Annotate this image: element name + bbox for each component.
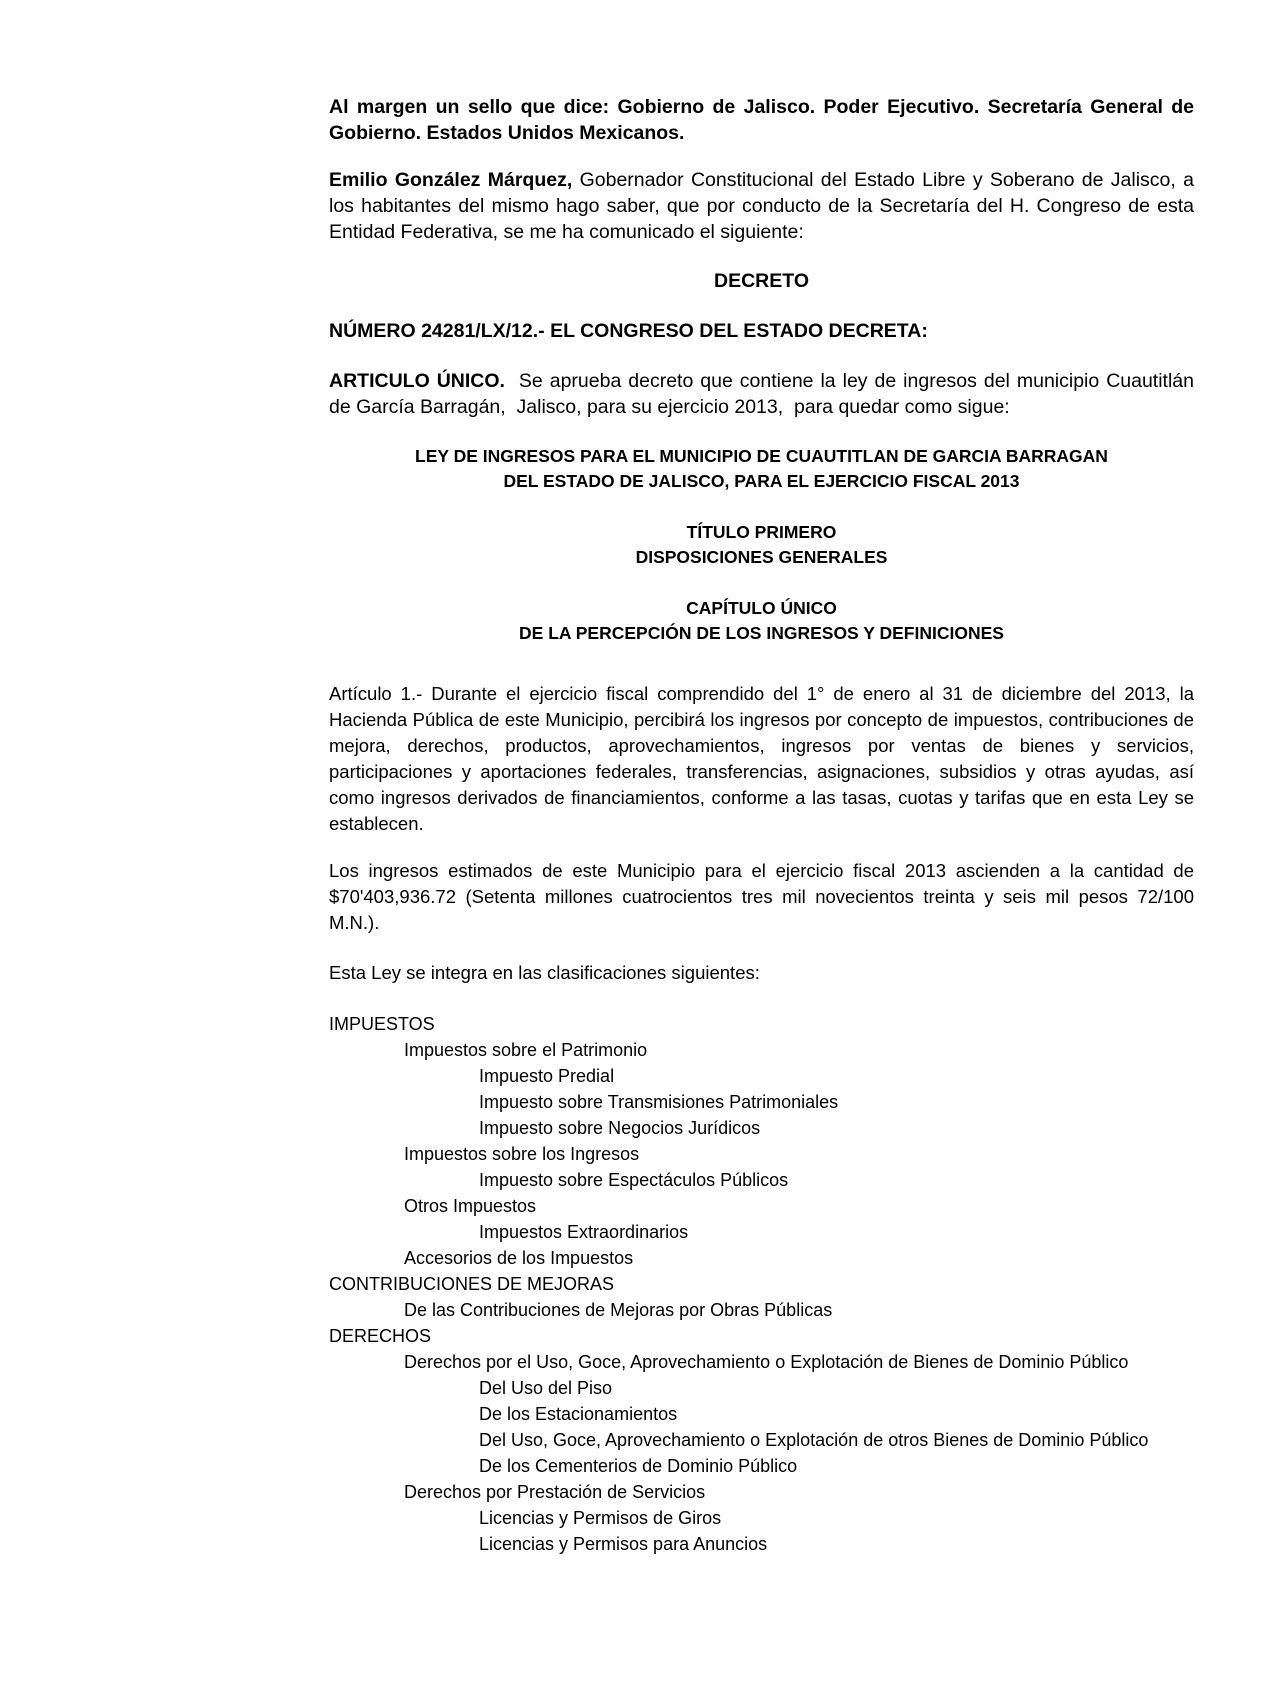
estimate-paragraph: Los ingresos estimados de este Municipio para el ejercicio fiscal 2013 ascienden a la cantidad de $70'403,936.72 (Setenta millones cuatrocientos tres mil novecientos treinta y seis mil pesos 72/100 M.N.). xyxy=(329,860,1194,933)
law-title xyxy=(329,444,1194,494)
classification-item: Impuesto sobre Negocios Jurídicos xyxy=(479,1118,761,1138)
law-title-line2: DEL ESTADO DE JALISCO, PARA EL EJERCICIO FISCAL 2013 xyxy=(503,471,1020,491)
classification-item: Accesorios de los Impuestos xyxy=(404,1248,634,1268)
classification-item: Del Uso del Piso xyxy=(479,1378,613,1398)
classification-item: De los Estacionamientos xyxy=(479,1404,678,1424)
titulo-heading xyxy=(329,520,1194,570)
classification-item: Impuestos Extraordinarios xyxy=(479,1222,689,1242)
classification-item: De los Cementerios de Dominio Público xyxy=(479,1456,798,1476)
article-unico-text: Se aprueba decreto que contiene la ley de ingresos del municipio Cuautitlán de García Barragán, Jalisco, para su ejercicio 2013, para quedar como sigue: xyxy=(329,370,1200,418)
classification-item: Licencias y Permisos de Giros xyxy=(479,1508,722,1528)
capitulo-line2: DE LA PERCEPCIÓN DE LOS INGRESOS Y DEFINICIONES xyxy=(519,623,1004,643)
article-unico-label: ARTICULO ÚNICO. xyxy=(329,370,505,392)
capitulo-line1: CAPÍTULO ÚNICO xyxy=(686,598,837,618)
decree-number: NÚMERO 24281/LX/12.- EL CONGRESO DEL ESTADO DECRETA: xyxy=(329,320,928,342)
intro-text: Gobernador Constitucional del Estado Libre y Soberano de Jalisco, a los habitantes del mismo hago saber, que por conducto de la Secretaría del H. Congreso de esta Entidad Federativa, se me ha comunicado el siguiente: xyxy=(329,169,1194,243)
classification-item: Licencias y Permisos para Anuncios xyxy=(479,1534,768,1554)
classification-item: Impuesto Predial xyxy=(479,1066,615,1086)
law-title-line1: LEY DE INGRESOS PARA EL MUNICIPIO DE CUAUTITLAN DE GARCIA BARRAGAN xyxy=(415,446,1108,466)
classification-item: Impuestos sobre los Ingresos xyxy=(404,1144,640,1164)
classification-item: Otros Impuestos xyxy=(404,1196,537,1216)
classification-intro: Esta Ley se integra en las clasificaciones siguientes: xyxy=(329,962,760,983)
classification-item: IMPUESTOS xyxy=(329,1014,435,1034)
titulo-line1: TÍTULO PRIMERO xyxy=(686,522,837,542)
article-unico xyxy=(329,368,1200,420)
classification-item: Derechos por el Uso, Goce, Aprovechamiento o Explotación de Bienes de Dominio Público xyxy=(404,1352,1129,1372)
classification-list xyxy=(329,1011,1229,1557)
classification-item: Del Uso, Goce, Aprovechamiento o Explotación de otros Bienes de Dominio Público xyxy=(479,1430,1149,1450)
classification-item: De las Contribuciones de Mejoras por Obras Públicas xyxy=(404,1300,833,1320)
article-1: Artículo 1.- Durante el ejercicio fiscal comprendido del 1° de enero al 31 de diciembre del 2013, la Hacienda Pública de este Municipio, percibirá los ingresos por concepto de impuestos, contribuciones de mejora, derechos, productos, aprovechamientos, ingresos por ventas de bienes y servicios, participaciones y aportaciones federales, transferencias, asignaciones, subsidios y otras ayudas, así como ingresos derivados de financiamientos, conforme a las tasas, cuotas y tarifas que en esta Ley se establecen. xyxy=(329,683,1194,834)
intro-paragraph xyxy=(329,167,1194,245)
decree-title: DECRETO xyxy=(714,270,809,292)
stamp-notice: Al margen un sello que dice: Gobierno de Jalisco. Poder Ejecutivo. Secretaría General de Gobierno. Estados Unidos Mexicanos. xyxy=(329,96,1194,144)
classification-item: Impuesto sobre Transmisiones Patrimoniales xyxy=(479,1092,839,1112)
classification-item: Derechos por Prestación de Servicios xyxy=(404,1482,706,1502)
classification-item: Impuesto sobre Espectáculos Públicos xyxy=(479,1170,789,1190)
titulo-line2: DISPOSICIONES GENERALES xyxy=(635,547,888,567)
governor-name: Emilio González Márquez, xyxy=(329,169,573,191)
classification-item: DERECHOS xyxy=(329,1326,432,1346)
capitulo-heading xyxy=(329,596,1194,646)
classification-item: Impuestos sobre el Patrimonio xyxy=(404,1040,648,1060)
classification-item: CONTRIBUCIONES DE MEJORAS xyxy=(329,1274,615,1294)
